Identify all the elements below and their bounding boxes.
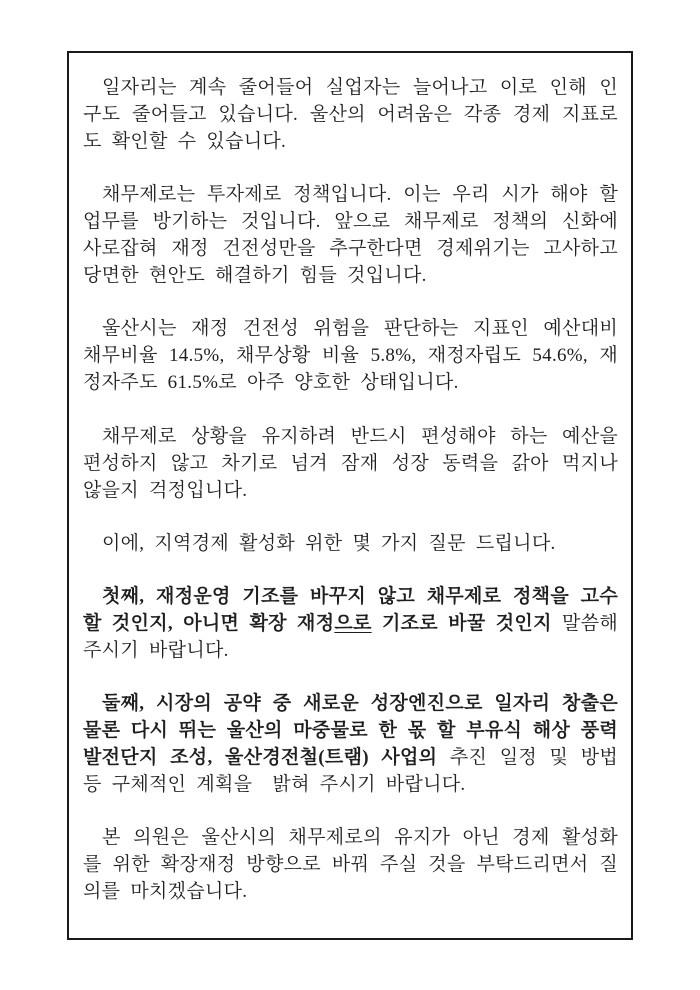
paragraph [83,583,618,664]
text-segment: 으로 [334,613,372,634]
paragraph [83,315,629,396]
text-segment: 울산시는 재정 건전성 위험을 판단하는 지표인 예산대비 채무비율 14.5%, 채무상황 비율 5.8%, 재정자립도 54.6%, 재정자주도 61.5%로 아주 양호한 상태입니다. [83,318,629,393]
text-segment: 이에, 지역경제 활성화 위한 몇 가지 질문 드립니다. [102,533,556,554]
text-segment: 기조로 바꿀 것인지 [371,613,563,634]
text-segment: 둘째, 시장의 공약 중 새로운 성장엔진으로 일자리 창출은 물론 다시 뛰는 울산의 마중물로 한 몫 할 부유식 해상 풍력발전단지 조성, 울산경전철(트램) 사업의 [83,693,629,768]
text-segment: 채무제로는 투자제로 정책입니다. 이는 우리 시가 해야 할 업무를 방기하는 것입니다. 앞으로 채무제로 정책의 신화에 사로잡혀 재정 건전성만을 추구한다면 경제위기는 고사하고 당면한 현안도 해결하기 힘들 것입니다. [83,184,629,286]
paragraph [83,824,618,905]
document-body [83,74,629,905]
paragraph [83,530,618,557]
paragraph [83,74,618,155]
text-segment: 말씀해주시기 바랍니다. [83,613,618,661]
paragraph [83,181,629,289]
text-segment: 추진 일정 및 방법 등 구체적인 계획을 밝혀 주시기 바랍니다. [83,747,629,795]
text-segment: 일자리는 계속 줄어들어 실업자는 늘어나고 이로 인해 인구도 줄어들고 있습니다. 울산의 어려움은 각종 경제 지표로도 확인할 수 있습니다. [83,77,618,152]
paragraph [83,423,629,504]
paragraph [83,690,629,798]
text-segment: 본 의원은 울산시의 채무제로의 유지가 아닌 경제 활성화를 위한 확장재정 방향으로 바꿔 주실 것을 부탁드리면서 질의를 마치겠습니다. [83,827,618,902]
text-segment: 첫째, 재정운영 기조를 바꾸지 않고 채무제로 정책을 고수할 것인지, 아니면 확장 재정 [83,586,618,634]
text-segment: 채무제로 상황을 유지하려 반드시 편성해야 하는 예산을 편성하지 않고 차기로 넘겨 잠재 성장 동력을 갉아 먹지나 않을지 걱정입니다. [83,426,629,501]
document-border-frame [67,51,633,940]
